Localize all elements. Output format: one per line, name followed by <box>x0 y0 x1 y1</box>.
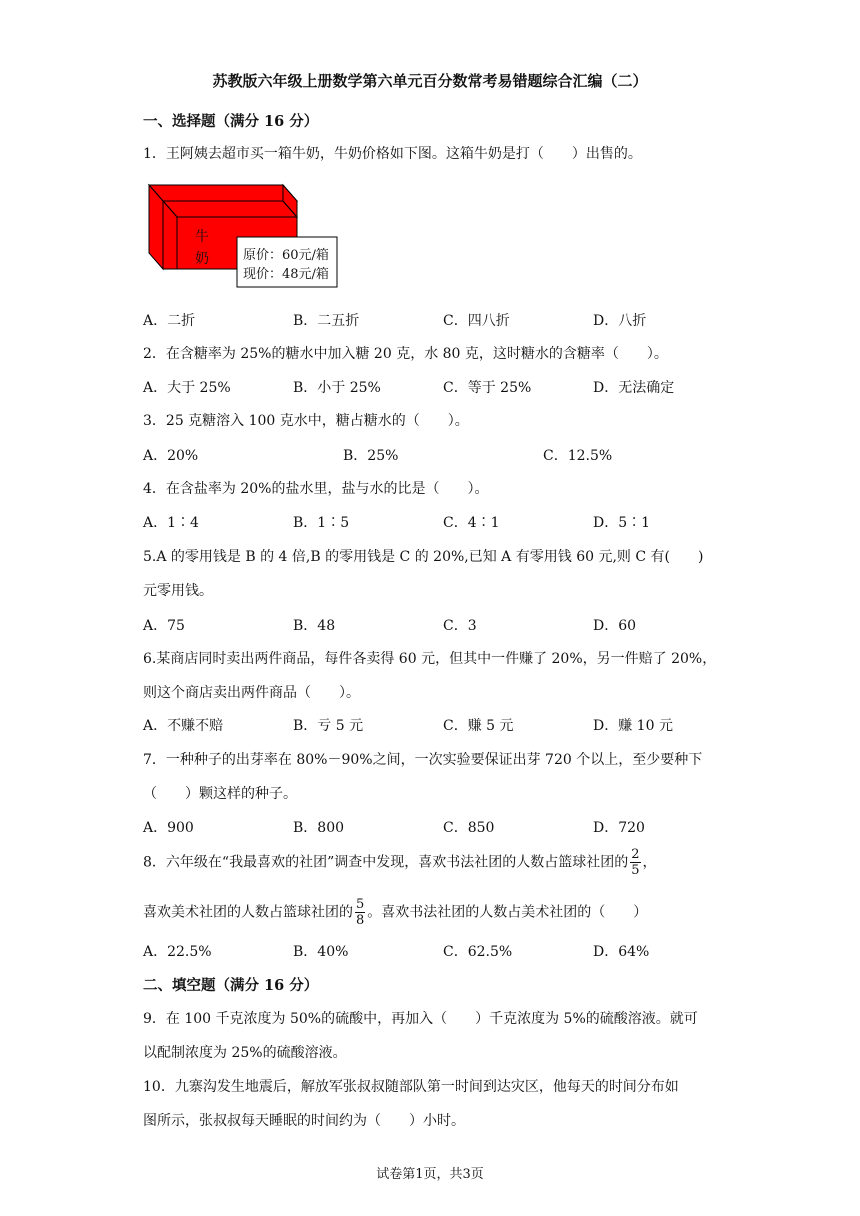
question-9-text-line-1: 9．在 100 千克浓度为 50%的硫酸中，再加入（ ）千克浓度为 5%的硫酸溶液。就可 <box>143 1011 698 1027</box>
option-a[interactable]: A．1∶4 <box>143 515 199 531</box>
question-6-text-line-2: 则这个商店卖出两件商品（ ）。 <box>143 685 360 701</box>
question-10-text-line-2: 图所示，张叔叔每天睡眠的时间约为（ ）小时。 <box>143 1113 465 1129</box>
question-8-options <box>143 941 703 961</box>
option-b[interactable]: B．二五折 <box>293 313 360 329</box>
option-a[interactable]: A．22.5% <box>143 944 212 960</box>
fraction-numerator: 5 <box>356 897 365 912</box>
fraction-denominator: 8 <box>356 913 365 928</box>
option-b[interactable]: B．亏 5 元 <box>293 718 364 734</box>
option-c[interactable]: C．62.5% <box>443 944 513 960</box>
question-8-text-part-2: 喜欢美术社团的人数占篮球社团的 <box>143 904 353 921</box>
question-3-text: 3．25 克糖溶入 100 克水中，糖占糖水的（ ）。 <box>143 413 469 429</box>
fraction-two-fifths <box>630 847 640 878</box>
milk-box-front-top <box>163 201 297 217</box>
question-9-text-line-2: 以配制浓度为 25%的硫酸溶液。 <box>143 1045 347 1061</box>
section-heading-fill: 二、填空题（满分 16 分） <box>143 977 319 994</box>
question-6-text-line-1: 6.某商店同时卖出两件商品，每件各卖得 60 元，但其中一件赚了 20%，另一件赔了 20%， <box>143 651 717 667</box>
question-4-text: 4．在含盐率为 20%的盐水里，盐与水的比是（ ）。 <box>143 481 489 497</box>
question-5-text-line-1: 5.A 的零用钱是 B 的 4 倍,B 的零用钱是 C 的 20%,已知 A 有零用钱 60 元,则 C 有( ) <box>143 549 704 565</box>
milk-box-label-2: 奶 <box>195 251 209 267</box>
option-b[interactable]: B．800 <box>293 820 345 836</box>
option-c[interactable]: C．12.5% <box>543 448 613 464</box>
fraction-denominator: 5 <box>631 863 640 878</box>
question-8-text-part-1: 8．六年级在“我最喜欢的社团”调查中发现，喜欢书法社团的人数占篮球社团的 <box>143 854 629 871</box>
option-d[interactable]: D．5∶1 <box>593 515 651 531</box>
option-d[interactable]: D．64% <box>593 944 650 960</box>
option-b[interactable]: B．40% <box>293 944 349 960</box>
option-a[interactable]: A．75 <box>143 618 185 634</box>
milk-box-label-1: 牛 <box>195 229 209 245</box>
option-c[interactable]: C．四八折 <box>443 313 510 329</box>
option-c[interactable]: C．3 <box>443 618 477 634</box>
milk-box-illustration <box>147 183 347 293</box>
question-6-options <box>143 715 703 735</box>
milk-box-back-top <box>149 185 297 201</box>
price-now: 现价：48元/箱 <box>243 267 329 282</box>
fraction-numerator: 2 <box>631 847 640 862</box>
question-5-options <box>143 615 703 635</box>
option-d[interactable]: D．无法确定 <box>593 380 675 396</box>
option-b[interactable]: B．25% <box>343 448 399 464</box>
question-4-options <box>143 512 703 532</box>
option-a[interactable]: A．不赚不赔 <box>143 718 224 734</box>
question-7-options <box>143 817 703 837</box>
option-a[interactable]: A．大于 25% <box>143 380 231 396</box>
page-title: 苏教版六年级上册数学第六单元百分数常考易错题综合汇编（二） <box>212 72 648 90</box>
option-b[interactable]: B．1∶5 <box>293 515 350 531</box>
question-2-text: 2．在含糖率为 25%的糖水中加入糖 20 克，水 80 克，这时糖水的含糖率（ ）。 <box>143 346 668 362</box>
option-c[interactable]: C．4∶1 <box>443 515 500 531</box>
option-d[interactable]: D．60 <box>593 618 637 634</box>
option-a[interactable]: A．900 <box>143 820 194 836</box>
section-heading-choice: 一、选择题（满分 16 分） <box>143 113 319 130</box>
option-c[interactable]: C．850 <box>443 820 495 836</box>
question-2-options <box>143 377 703 397</box>
price-original: 原价：60元/箱 <box>243 248 329 263</box>
question-3-options <box>143 445 703 465</box>
question-1-text: 1．王阿姨去超市买一箱牛奶，牛奶价格如下图。这箱牛奶是打（ ）出售的。 <box>143 146 642 162</box>
option-d[interactable]: D．720 <box>593 820 645 836</box>
question-7-text-line-1: 7．一种种子的出芽率在 80%－90%之间，一次实验要保证出芽 720 个以上，至少要种下 <box>143 752 703 768</box>
option-b[interactable]: B．小于 25% <box>293 380 381 396</box>
option-c[interactable]: C．赚 5 元 <box>443 718 514 734</box>
question-1-options <box>143 310 703 330</box>
option-d[interactable]: D．八折 <box>593 313 647 329</box>
page-footer: 试卷第1页，共3页 <box>376 1167 484 1182</box>
question-7-text-line-2: （ ）颗这样的种子。 <box>143 786 297 802</box>
option-c[interactable]: C．等于 25% <box>443 380 532 396</box>
question-10-text-line-1: 10．九寨沟发生地震后，解放军张叔叔随部队第一时间到达灾区，他每天的时间分布如 <box>143 1079 679 1095</box>
option-d[interactable]: D．赚 10 元 <box>593 718 673 734</box>
question-8-text-part-3: 。喜欢书法社团的人数占美术社团的（ ） <box>367 904 648 921</box>
option-b[interactable]: B．48 <box>293 618 336 634</box>
fraction-five-eighths <box>355 897 365 928</box>
question-8-text-part-1-end: ， <box>642 854 657 871</box>
option-a[interactable]: A．20% <box>143 448 199 464</box>
question-8-text-line-1 <box>143 847 657 878</box>
question-8-text-line-2 <box>143 897 647 928</box>
option-a[interactable]: A．二折 <box>143 313 196 329</box>
question-5-text-line-2: 元零用钱。 <box>143 583 213 599</box>
